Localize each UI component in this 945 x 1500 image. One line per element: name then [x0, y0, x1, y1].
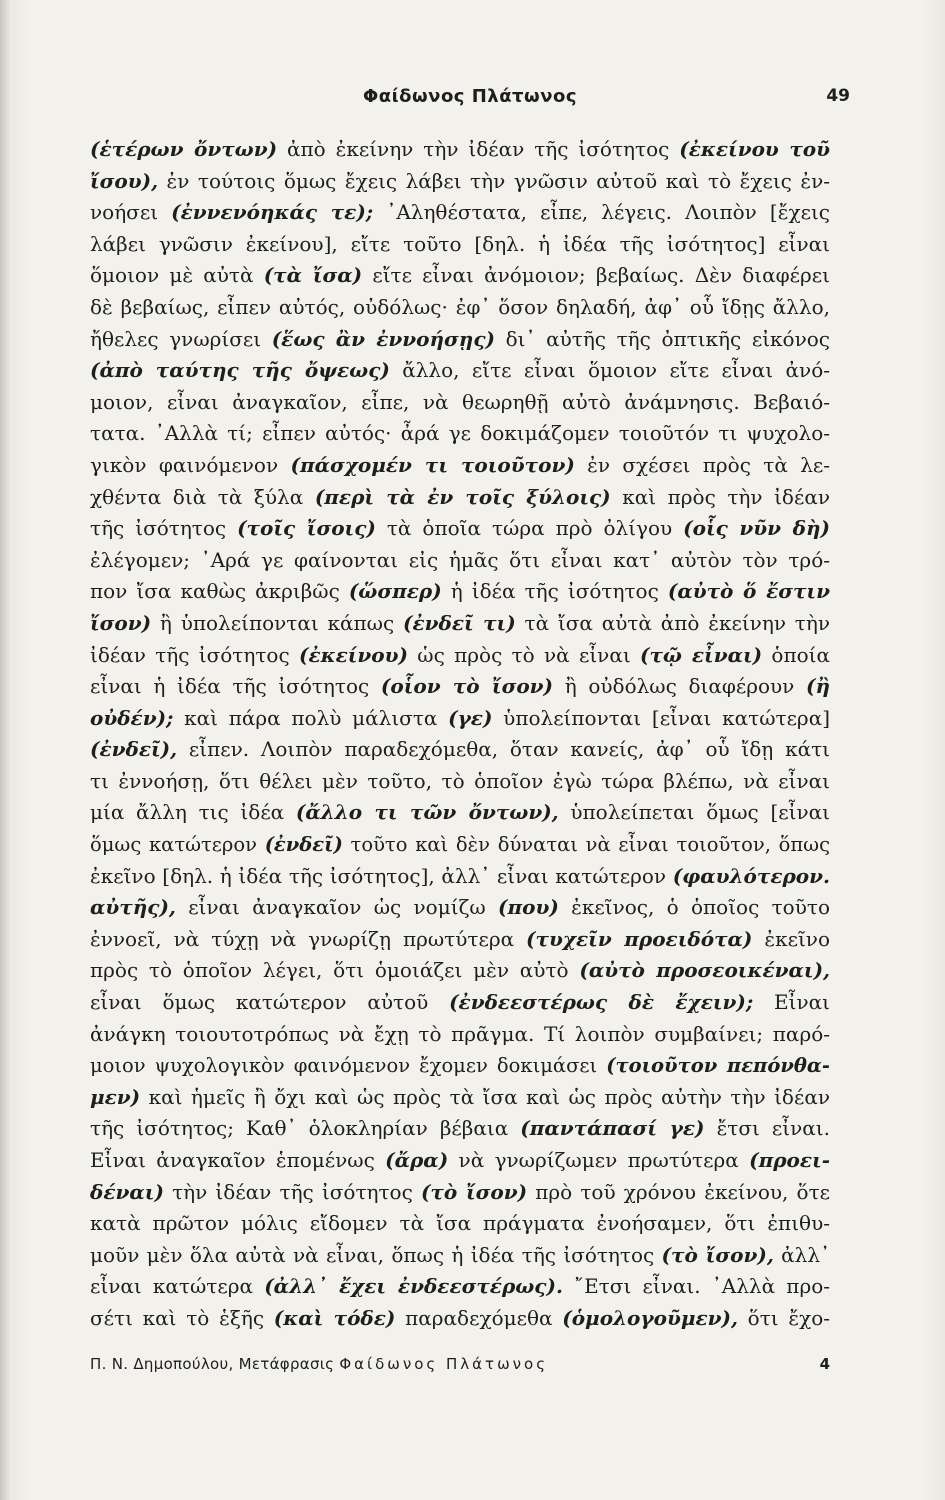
greek-original-phrase: (ἐννενόηκάς τε);: [171, 200, 374, 225]
greek-original-phrase: (περὶ τὰ ἐν τοῖς ξύλοις): [314, 484, 611, 509]
text-line: [90, 482, 830, 514]
translation-text: λάβει γνῶσιν ἐκείνου], εἴτε τοῦτο [δηλ. ἡ ἰδέα τῆς ἰσότητος] εἶναι: [90, 231, 830, 256]
translation-text: εἶναι ἡ ἰδέα τῆς ἰσότητος: [90, 674, 381, 699]
greek-original-phrase: οὐδέν);: [90, 705, 174, 730]
translation-text: καὶ πρὸς τὴν ἰδέαν: [610, 484, 830, 509]
text-line: [90, 1177, 830, 1209]
running-head: [90, 86, 850, 114]
text-line: [90, 1271, 830, 1303]
translation-text: ἰδέαν τῆς ἰσότητος: [90, 642, 299, 667]
text-line: [90, 450, 830, 482]
text-line: [90, 1082, 830, 1114]
running-title: Φαίδωνος Πλάτωνος: [362, 86, 577, 107]
translation-text: τοῦτο καὶ δὲν δύναται νὰ εἶναι τοιοῦτον, ὅπως: [342, 833, 830, 857]
translation-text: ὅμως κατώτερον: [90, 833, 265, 857]
text-line: [90, 513, 830, 545]
text-line: [90, 955, 830, 987]
translation-text: ἔτσι εἶναι.: [704, 1116, 830, 1141]
text-line: [90, 892, 830, 924]
greek-original-phrase: (ἐκείνου τοῦ: [679, 137, 830, 161]
translation-text: κατὰ πρῶτον μόλις εἴδομεν τὰ ἴσα πράγματα ἐνοήσαμεν, ὅτι ἐπιθυ-: [90, 1211, 830, 1236]
footer-imprint: [90, 1355, 548, 1373]
greek-original-phrase: (ἢ: [806, 674, 830, 699]
text-line: [90, 292, 830, 324]
translation-text: εἴτε εἶναι ἀνόμοιον; βεβαίως. Δὲν διαφέρει: [362, 263, 830, 288]
text-line: [90, 734, 830, 766]
translation-text: Εἶναι ἀναγκαῖον ἑπομένως: [90, 1148, 386, 1172]
translation-text: ὅμοιον μὲ αὐτὰ: [90, 263, 264, 288]
footer: [90, 1355, 830, 1379]
greek-original-phrase: (τοιοῦτον πεπόνθα-: [606, 1054, 830, 1078]
text-line: [90, 1050, 830, 1082]
greek-original-phrase: (ἐνδεεστέρως δὲ ἔχειν);: [449, 990, 754, 1015]
translation-text: δὲ βεβαίως, εἶπεν αὐτός, οὐδόλως· ἐφ᾿ ὅσον δηλαδή, ἀφ᾿ οὗ ἴδῃς ἄλλο,: [90, 294, 830, 319]
text-line: [90, 1019, 830, 1051]
greek-original-phrase: (ἑτέρων ὄντων): [90, 137, 278, 161]
translation-text: γικὸν φαινόμενον: [90, 452, 291, 477]
translation-text: ἐν σχέσει πρὸς τὰ λε-: [574, 452, 830, 477]
greek-original-phrase: (καὶ τόδε): [273, 1305, 396, 1330]
translation-text: ἀπὸ ἐκείνην τὴν ἰδέαν τῆς ἰσότητος: [277, 137, 680, 161]
text-line: [90, 229, 830, 261]
text-line: [90, 260, 830, 292]
text-line: [90, 797, 830, 829]
translation-text: μοιον, εἶναι ἀναγκαῖον, εἶπε, νὰ θεωρηθῇ αὐτὸ ἀνάμνησις. Βεβαιό-: [90, 389, 830, 414]
greek-original-phrase: (αὐτὸ ὅ ἔστιν: [667, 579, 830, 604]
translation-text: ἐκεῖνο: [752, 926, 830, 951]
greek-original-phrase: (πάσχομέν τι τοιοῦτον): [290, 452, 575, 477]
body-text: [90, 134, 830, 1335]
translation-text: παραδεχόμεθα: [395, 1305, 563, 1330]
text-line: [90, 987, 830, 1019]
translation-text: ἀνάγκη τοιουτοτρόπως νὰ ἔχῃ τὸ πρᾶγμα. Τί λοιπὸν συμβαίνει; παρό-: [90, 1021, 830, 1046]
translation-text: ἢ οὐδόλως διαφέρουν: [553, 674, 806, 699]
translation-text: ὁποία: [762, 642, 830, 667]
translation-text: ὅτι ἔχο-: [737, 1305, 830, 1330]
translation-text: καὶ πάρα πολὺ μάλιστα: [173, 705, 449, 730]
translation-text: νοήσει: [90, 200, 172, 225]
greek-original-phrase: (τὰ ἴσα): [263, 263, 363, 288]
translation-text: τὰ ἴσα αὐτὰ ἀπὸ ἐκείνην τὴν: [515, 610, 830, 635]
greek-original-phrase: (ἄρα): [385, 1148, 449, 1172]
greek-original-phrase: (που): [498, 895, 559, 920]
translation-text: ἢ ὑπολείπονται κάπως: [151, 610, 403, 635]
translation-text: τῆς ἰσότητος; Καθ᾿ ὁλοκληρίαν βέβαια: [90, 1116, 521, 1141]
translation-text: ᾿Αληθέστατα, εἶπε, λέγεις. Λοιπὸν [ἔχεις: [373, 200, 830, 225]
greek-original-phrase: ἴσου),: [90, 168, 159, 193]
greek-original-phrase: (ἐνδεῖ τι): [402, 610, 516, 635]
text-line: [90, 924, 830, 956]
greek-original-phrase: (ἐκείνου): [298, 642, 408, 667]
greek-original-phrase: ἴσον): [90, 610, 152, 635]
text-line: [90, 671, 830, 703]
translation-text: καὶ ἡμεῖς ἢ ὄχι καὶ ὡς πρὸς τὰ ἴσα καὶ ὡς πρὸς αὐτὴν τὴν ἰδέαν: [140, 1084, 830, 1109]
text-line: [90, 829, 830, 861]
translation-text: μοῦν μὲν ὅλα αὐτὰ νὰ εἶναι, ὅπως ἡ ἰδέα τῆς ἰσότητος: [90, 1242, 662, 1267]
greek-original-phrase: (ὁμολογοῦμεν),: [562, 1305, 738, 1330]
text-line: [90, 355, 830, 387]
greek-original-phrase: (ἐνδεῖ),: [90, 737, 178, 762]
greek-original-phrase: (τὸ ἴσον): [420, 1179, 528, 1204]
greek-original-phrase: (ἐνδεῖ): [264, 833, 343, 857]
text-line: [90, 1240, 830, 1272]
text-line: [90, 1113, 830, 1145]
translation-text: ὡς πρὸς τὸ νὰ εἶναι: [408, 642, 640, 667]
greek-original-phrase: (οἷον τὸ ἴσον): [380, 674, 554, 699]
translation-text: ἡ ἰδέα τῆς ἰσότητος: [441, 579, 668, 604]
translation-text: τὴν ἰδέαν τῆς ἰσότητος: [163, 1179, 421, 1204]
translation-text: ὑπολείπεται ὅμως [εἶναι: [558, 800, 830, 825]
greek-original-phrase: (φαυλότερον.: [672, 863, 830, 888]
text-line: [90, 608, 830, 640]
translation-text: δι᾿ αὐτῆς τῆς ὀπτικῆς εἰκόνος: [494, 326, 830, 351]
greek-original-phrase: (τῷ εἶναι): [640, 642, 763, 667]
translation-text: τι ἐννοήσῃ, ὅτι θέλει μὲν τοῦτο, τὸ ὁποῖον ἐγὼ τώρα βλέπω, νὰ εἶναι: [90, 768, 830, 793]
footer-publisher: Π. Ν. Δημοπούλου, Μετάφρασις: [90, 1355, 340, 1373]
text-line: [90, 134, 830, 166]
text-line: [90, 197, 830, 229]
translation-text: σέτι καὶ τὸ ἑξῆς: [90, 1305, 274, 1330]
text-line: [90, 1145, 830, 1177]
translation-text: πρὸς τὸ ὁποῖον λέγει, ὅτι ὁμοιάζει μὲν αὐτὸ: [90, 958, 580, 983]
translation-text: ἐλέγομεν; ᾿Αρά γε φαίνονται εἰς ἡμᾶς ὅτι εἶναι κατ᾿ αὐτὸν τὸν τρό-: [90, 547, 830, 572]
translation-text: εἶναι ὅμως κατώτερον αὐτοῦ: [90, 990, 450, 1015]
translation-text: ῎Ετσι εἶναι. ᾿Αλλὰ προ-: [562, 1274, 830, 1299]
translation-text: ἤθελες γνωρίσει: [90, 326, 272, 351]
translation-text: τῆς ἰσότητος: [90, 516, 238, 541]
text-line: [90, 703, 830, 735]
translation-text: πρὸ τοῦ χρόνου ἐκείνου, ὅτε: [527, 1179, 830, 1204]
translation-text: μία ἄλλη τις ἰδέα: [90, 800, 296, 825]
greek-original-phrase: (τυχεῖν προειδότα): [526, 926, 753, 951]
greek-original-phrase: (γε): [448, 705, 493, 730]
greek-original-phrase: (τὸ ἴσον),: [661, 1242, 774, 1267]
translation-text: εἶπεν. Λοιπὸν παραδεχόμεθα, ὅταν κανείς, ἀφ᾿ οὗ ἴδῃ κάτι: [177, 737, 830, 762]
translation-text: πον ἴσα καθὼς ἀκριβῶς: [90, 579, 349, 604]
text-line: [90, 576, 830, 608]
translation-text: εἶναι κατώτερα: [90, 1274, 265, 1299]
greek-original-phrase: (ἕως ἂν ἐννοήσῃς): [271, 326, 495, 351]
text-line: [90, 324, 830, 356]
translation-text: ἐννοεῖ, νὰ τύχῃ νὰ γνωρίζῃ πρωτύτερα: [90, 926, 527, 951]
translation-text: τατα. ᾿Αλλὰ τί; εἶπεν αὐτός· ἆρά γε δοκιμάζομεν τοιοῦτόν τι ψυχολο-: [90, 421, 830, 446]
greek-original-phrase: (ὥσπερ): [348, 579, 442, 604]
text-line: [90, 418, 830, 450]
greek-original-phrase: (οἷς νῦν δὴ): [683, 516, 830, 541]
text-line: [90, 545, 830, 577]
greek-original-phrase: (αὐτὸ προσεοικέναι),: [579, 958, 830, 983]
greek-original-phrase: αὐτῆς),: [90, 895, 176, 920]
translation-text: Εἶναι: [753, 990, 830, 1015]
translation-text: ἄλλο, εἴτε εἶναι ὅμοιον εἴτε εἶναι ἀνό-: [389, 358, 830, 383]
translation-text: χθέντα διὰ τὰ ξύλα: [90, 484, 315, 509]
signature-mark: 4: [819, 1355, 830, 1373]
greek-original-phrase: (παντάπασί γε): [520, 1116, 705, 1141]
text-line: [90, 861, 830, 893]
text-line: [90, 1303, 830, 1335]
page-number: 49: [826, 86, 850, 106]
greek-original-phrase: (προει-: [749, 1148, 830, 1172]
translation-text: ἐν τούτοις ὅμως ἔχεις λάβει τὴν γνῶσιν αὐτοῦ καὶ τὸ ἔχεις ἐν-: [158, 168, 830, 193]
greek-original-phrase: (ἀλλ᾿ ἔχει ἐνδεεστέρως).: [264, 1274, 563, 1299]
translation-text: ὑπολείπονται [εἶναι κατώτερα]: [492, 705, 830, 730]
text-line: [90, 640, 830, 672]
translation-text: τὰ ὁποῖα τώρα πρὸ ὀλίγου: [375, 516, 684, 541]
text-line: [90, 166, 830, 198]
greek-original-phrase: δέναι): [90, 1179, 164, 1204]
greek-original-phrase: (ἀπὸ ταύτης τῆς ὄψεως): [90, 358, 390, 383]
scan-edge-shadow: [0, 0, 12, 1500]
footer-work-title: Φαίδωνος Πλάτωνος: [339, 1355, 548, 1373]
translation-text: εἶναι ἀναγκαῖον ὡς νομίζω: [175, 895, 499, 920]
translation-text: μοιον ψυχολογικὸν φαινόμενον ἔχομεν δοκιμάσει: [90, 1054, 607, 1078]
greek-original-phrase: μεν): [90, 1084, 141, 1109]
text-line: [90, 766, 830, 798]
greek-original-phrase: (ἄλλο τι τῶν ὄντων),: [295, 800, 559, 825]
text-line: [90, 1208, 830, 1240]
translation-text: ἀλλ᾿: [773, 1242, 830, 1267]
translation-text: ἐκεῖνο [δηλ. ἡ ἰδέα τῆς ἰσότητος], ἀλλ᾿ εἶναι κατώτερον: [90, 863, 673, 888]
text-line: [90, 387, 830, 419]
translation-text: ἐκεῖνος, ὁ ὁποῖος τοῦτο: [558, 895, 830, 920]
greek-original-phrase: (τοῖς ἴσοις): [237, 516, 376, 541]
translation-text: νὰ γνωρίζωμεν πρωτύτερα: [448, 1148, 750, 1172]
